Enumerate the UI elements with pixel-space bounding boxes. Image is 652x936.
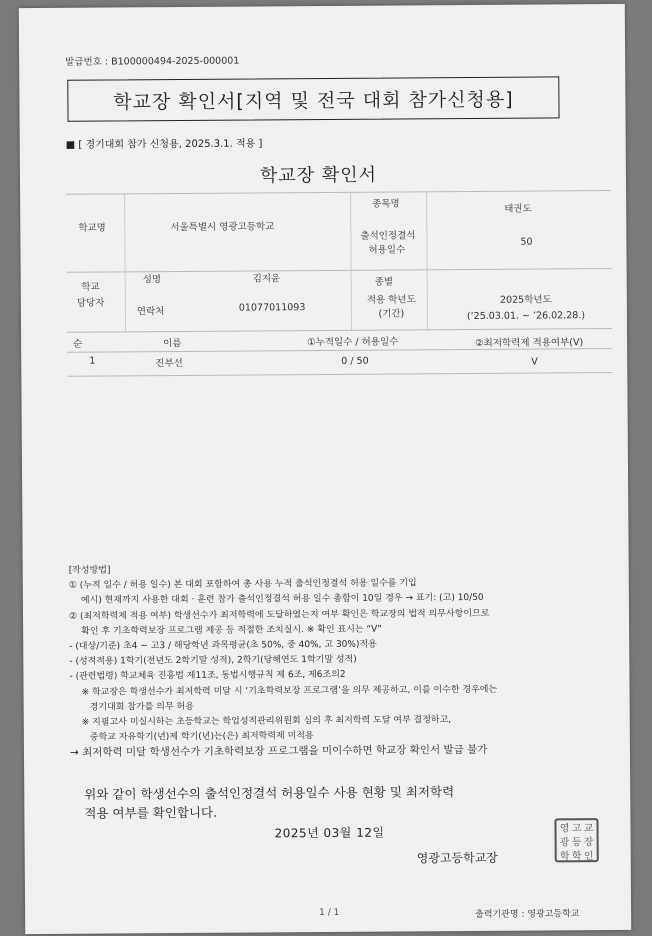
note-1b: 예시) 현재까지 사용한 대회 · 훈련 참가 출석인정결석 허용 일수 총합이 10일 경우 → 표기: (고) 10/50 (80, 593, 484, 607)
contact-value: 01077011093 (238, 302, 306, 314)
note-5: - (관련법령) 학교체육 진흥법 제11조, 동법시행규칙 제 6조, 제6조의2 (69, 670, 346, 683)
allowed-days-label: 출석인정결석 허용일수 (360, 230, 416, 256)
subtitle: ■ [ 경기대회 참가 신청용, 2025.3.1. 적용 ] (65, 138, 263, 151)
event-value: 태권도 (504, 203, 532, 215)
note-6b: 경기대회 참가를 의무 허용 (89, 701, 194, 713)
notes-heading: [작성방법] (68, 565, 111, 576)
confirm-line-2: 적용 여부를 확인합니다. (84, 804, 218, 821)
writing-instructions (69, 560, 610, 761)
col-no-header: 순 (73, 338, 83, 350)
note-8: → 최저학력 미달 학생선수가 기초학력보장 프로그램을 미이수하면 학교장 확인서 발급 불가 (69, 744, 488, 760)
type-label: 종별 (374, 276, 394, 288)
name-label: 성명 (142, 274, 162, 286)
document-title: 학교장 확인서 (259, 164, 378, 187)
row-name: 진부선 (155, 357, 183, 370)
note-7a: ※ 지필고사 미실시하는 초등학교는 학업성적관리위원회 심의 후 최저학력 도달 여부 결정하고, (81, 715, 452, 728)
page-number: 1 / 1 (319, 907, 340, 919)
issue-date: 2025년 03월 12일 (274, 825, 385, 841)
name-value: 김지윤 (252, 273, 281, 285)
event-label: 종목명 (372, 198, 400, 210)
row-min: V (531, 356, 538, 368)
manager-label: 학교 담당자 (76, 281, 105, 309)
confirmation-text (84, 781, 584, 822)
document-page (19, 4, 631, 934)
year-value: 2025학년도 (’25.03.01. ~ ’26.02.28.) (466, 294, 586, 323)
contact-label: 연락처 (136, 306, 165, 318)
main-title: 학교장 확인서[지역 및 전국 대회 참가신청용] (67, 76, 559, 121)
note-2a: ② (최저학력제 적용 여부) 학생선수가 최저학력에 도달하였는지 여부 확인은 학교장의 법적 의무사항이므로 (68, 608, 490, 622)
school-value: 서울특별시 영광고등학교 (170, 221, 275, 234)
allowed-days-value: 50 (520, 236, 533, 248)
note-1a: ① (누적 일수 / 허용 일수) 본 대회 포함하여 총 사용 누적 출석인정결석 허용 일수를 기입 (68, 578, 417, 591)
note-6a: ※ 학교장은 학생선수가 최저학력 미달 시 ‘기초학력보장 프로그램’을 의무 제공하고, 이를 이수한 경우에는 (81, 684, 498, 698)
col-min-header: ②최저학력제 적용여부(V) (475, 337, 584, 349)
confirm-line-1: 위와 같이 학생선수의 출석인정결석 허용일수 사용 현황 및 최저학력 (84, 784, 455, 802)
col-days-header: ①누적일수 / 허용일수 (307, 336, 399, 349)
note-7b: 중학교 자유학기(년)제 학기(년)는(은) 최저학력제 미적용 (89, 731, 314, 743)
issue-number: 발급번호 : B100000494-2025-000001 (65, 55, 240, 68)
col-name-header: 이름 (163, 337, 182, 350)
school-label: 학교명 (78, 222, 106, 234)
note-2b: 확인 후 기초학력보장 프로그램 제공 등 적절한 조치실시. ※ 확인 표시는 “V” (81, 624, 382, 637)
output-organization: 출력기관명 : 영광고등학교 (475, 909, 580, 920)
issuer-name: 영광고등학교장 (416, 850, 498, 866)
year-label: 적용 학년도 (기간) (366, 294, 416, 320)
row-days: 0 / 50 (341, 355, 369, 367)
note-3: - (대상/기준) 초4 ~ 고3 / 해당학년 과목평균(초 50%, 중 40%, 고 30%)적용 (69, 639, 377, 652)
official-seal-icon: 영 고 교 광 등 장 학 학 인 (554, 818, 598, 862)
note-4: - (성적적용) 1학기(전년도 2학기말 성적), 2학기(당해연도 1학기말 성적) (69, 655, 357, 668)
row-no: 1 (89, 355, 96, 367)
